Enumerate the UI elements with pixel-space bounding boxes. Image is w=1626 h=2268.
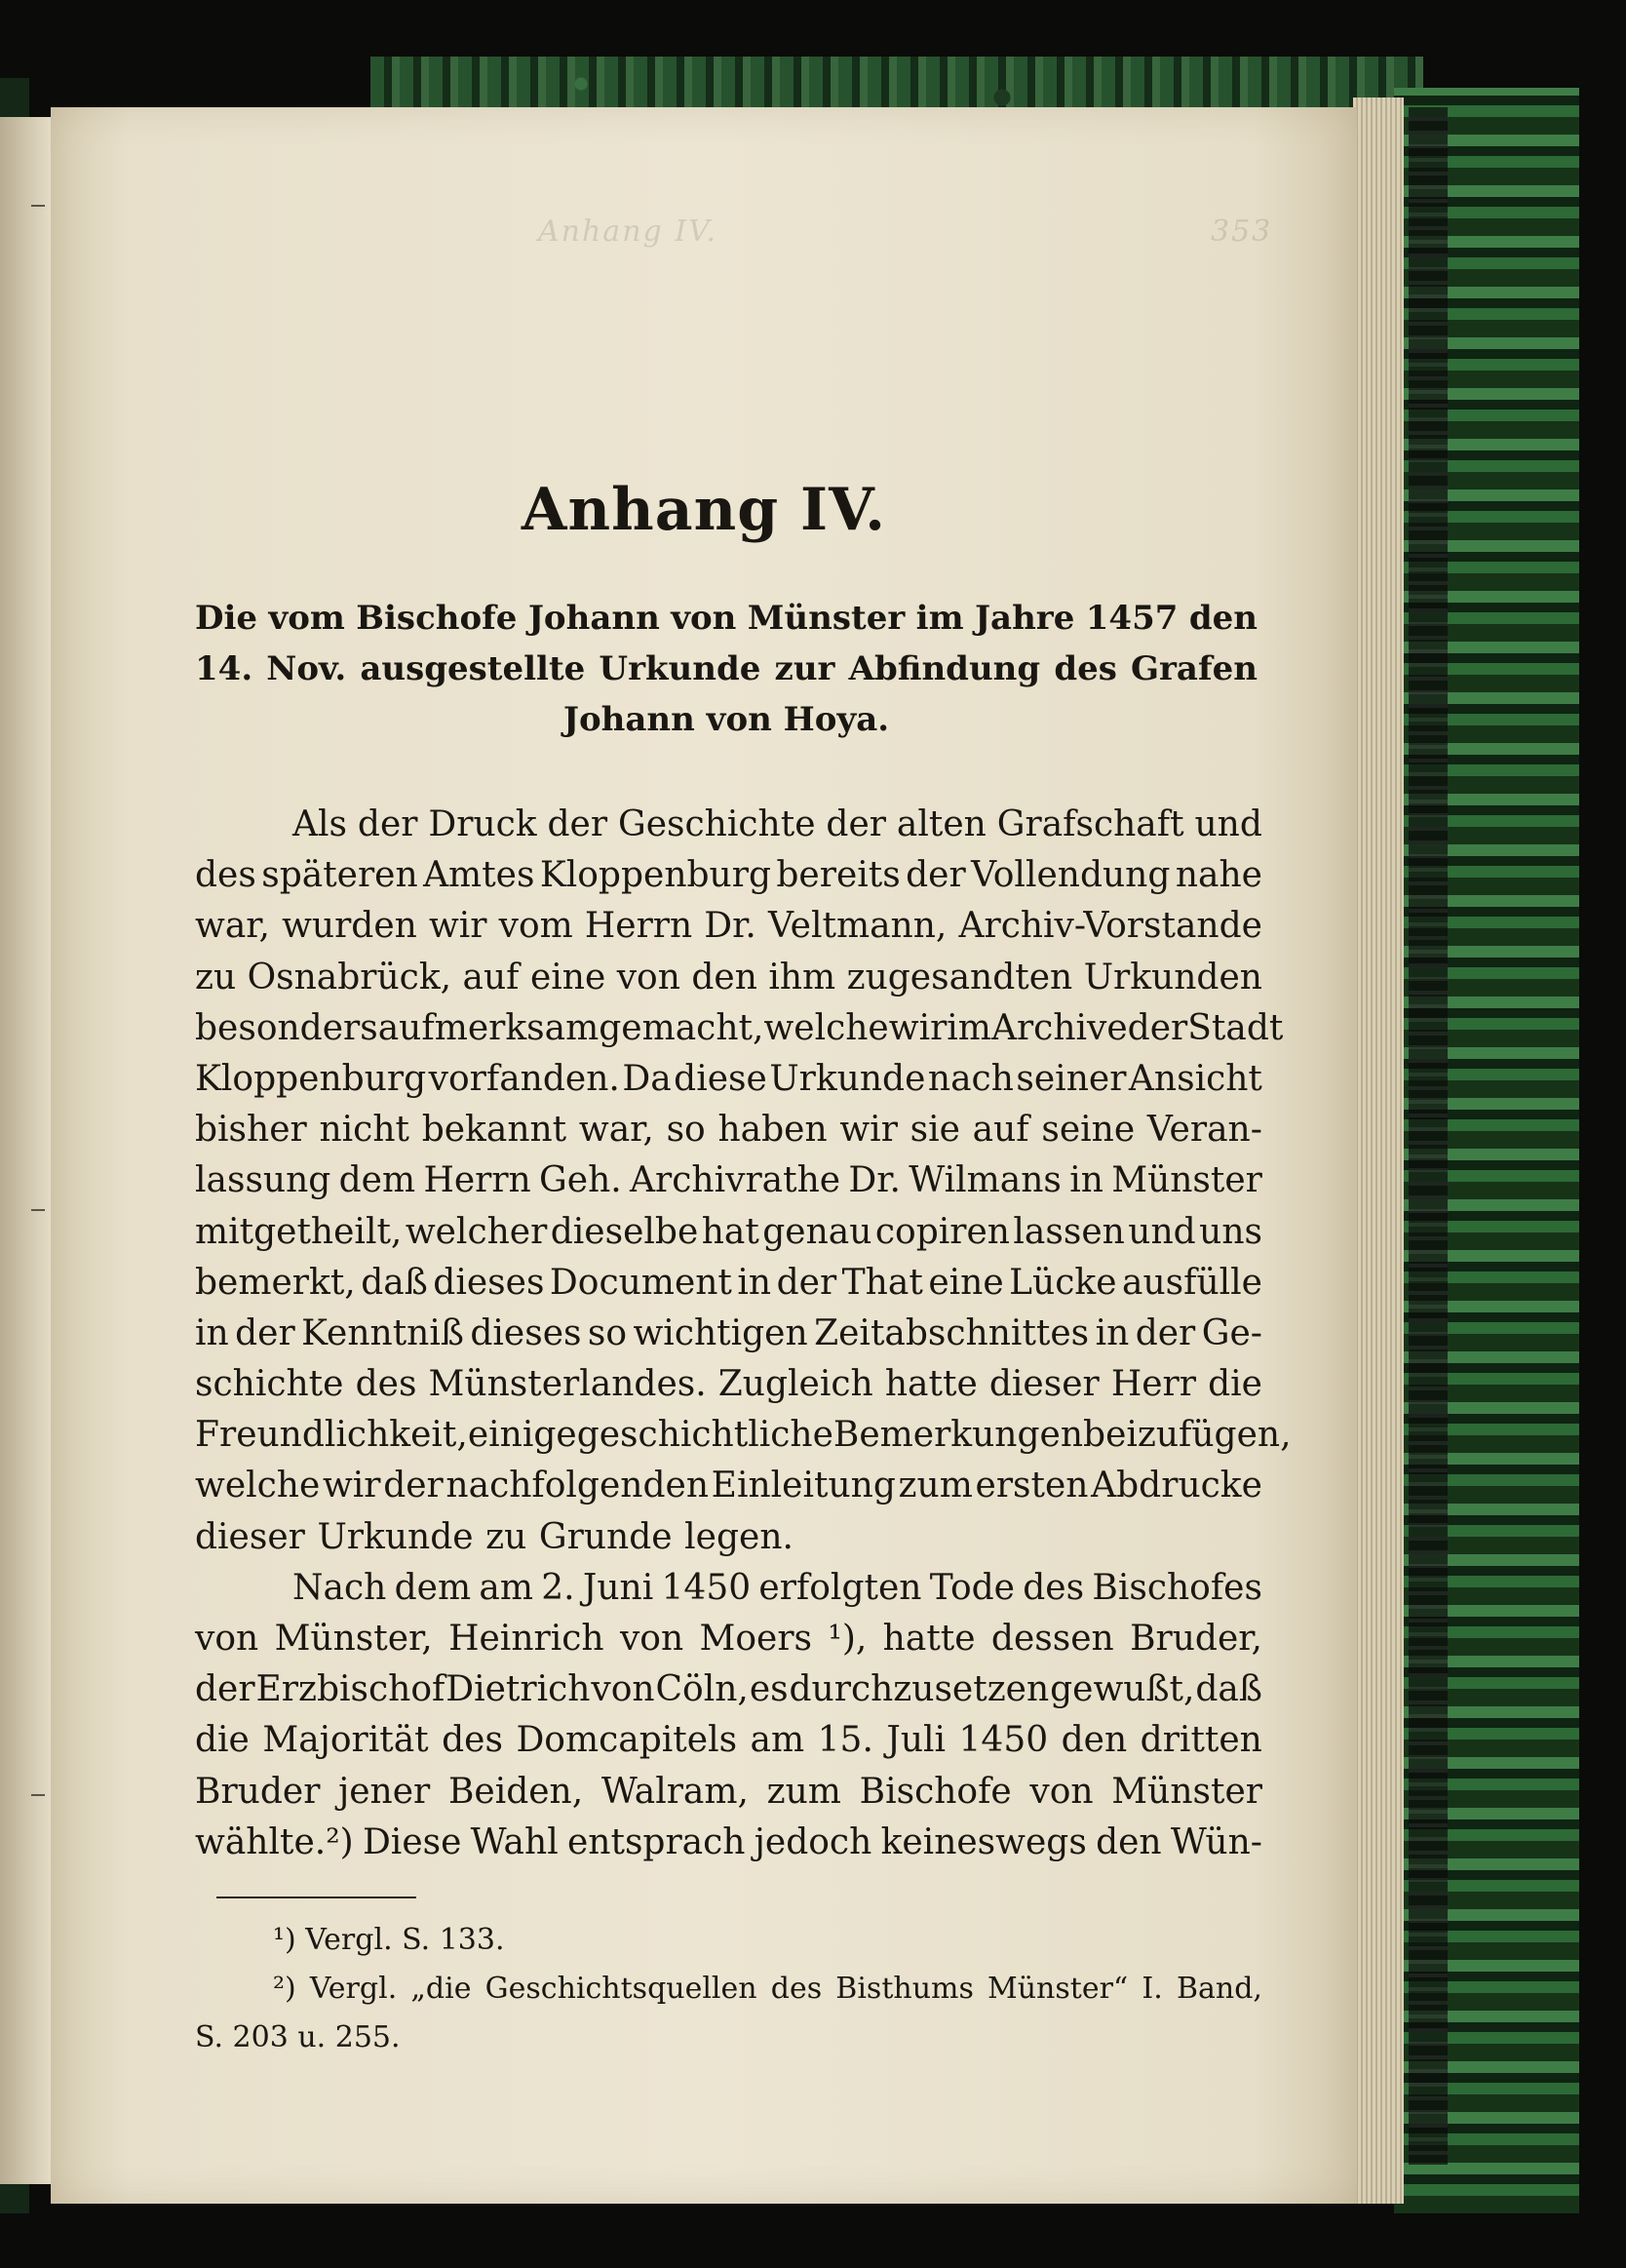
body-line: besonders aufmerksam gemacht, welche wir im Archive der Stadt [195,1007,1284,1048]
body-line: war, wurden wir vom Herrn Dr. Veltmann, Archiv-Vorstande [195,906,1262,947]
body-line: bemerkt, daß dieses Document in der That eine Lücke ausfülle [195,1262,1262,1303]
margin-mark [31,205,45,207]
subtitle-word: von [671,599,737,638]
body-line: des späteren Amtes Kloppenburg bereits der Vollendung nahe [195,855,1262,896]
cover-spine-shadow [1409,107,1448,2165]
footnote-2-continued: S. 203 u. 255. [195,2020,401,2054]
margin-mark [31,1794,45,1796]
subtitle-word: den [1188,599,1258,638]
bleed-through-header-text: Anhang IV. [538,215,718,249]
subtitle-word: im [915,599,964,638]
appendix-title: Anhang IV. [521,476,887,544]
body-line: bisher nicht bekannt war, so haben wir sie auf seine Veran- [195,1110,1262,1151]
document-subtitle [195,593,1258,745]
left-facing-page-edge [0,117,51,2184]
body-line: der Erzbischof Dietrich von Cöln, es durchzusetzen gewußt, daß [195,1669,1262,1710]
footnote-1: ¹) Vergl. S. 133. [273,1923,505,1957]
subtitle-word: Urkunde [599,649,761,688]
footnotes [195,1916,1262,2062]
subtitle-word: Nov. [266,649,347,688]
subtitle-word: Abfindung [848,649,1041,688]
margin-mark [31,1209,45,1211]
body-line: Als der Druck der Geschichte der alten Grafschaft und [292,804,1262,844]
body-line: wählte.²) Diese Wahl entsprach jedoch keineswegs den Wün- [195,1821,1262,1862]
subtitle-word: vom [268,599,345,638]
body-line: mitgetheilt, welcher dieselbe hat genau copiren lassen und uns [195,1211,1262,1252]
body-line: Bruder jener Beiden, Walram, zum Bischofe von Münster [195,1771,1262,1812]
subtitle-word: des [1054,649,1117,688]
subtitle-word: Münster [747,599,906,638]
body-line: Kloppenburg vorfanden. Da diese Urkunde nach seiner Ansicht [195,1058,1262,1099]
body-line: Freundlichkeit, einige geschichtliche Bemerkungen beizufügen, [195,1415,1292,1456]
body-line: zu Osnabrück, auf eine von den ihm zugesandten Urkunden [195,957,1262,997]
body-line: Nach dem am 2. Juni 1450 erfolgten Tode des Bischofes [292,1567,1262,1608]
footnote-2: ²) Vergl. „die Geschichtsquellen des Bisthums Münster“ I. Band, [273,1972,1262,2006]
body-line: schichte des Münsterlandes. Zugleich hatte dieser Herr die [195,1364,1262,1405]
subtitle-word: ausgestellte [360,649,586,688]
footnote-rule [216,1897,416,1898]
body-line: in der Kenntniß dieses so wichtigen Zeitabschnittes in der Ge- [195,1312,1262,1353]
subtitle-word: Die [195,599,258,638]
subtitle-word: 1457 [1085,599,1179,638]
subtitle-word: Jahre [974,599,1075,638]
body-line: welche wir der nachfolgenden Einleitung zum ersten Abdrucke [195,1466,1262,1506]
page-stack-edges [1353,98,1404,2204]
body-line: lassung dem Herrn Geh. Archivrathe Dr. Wilmans in Münster [195,1160,1262,1201]
subtitle-word: Grafen [1130,649,1258,688]
body-line: dieser Urkunde zu Grunde legen. [195,1516,794,1557]
bleed-through-page-number: 353 [1211,215,1273,249]
subtitle-line [195,644,1258,694]
body-line: die Majorität des Domcapitels am 15. Juli 1450 den dritten [195,1720,1262,1761]
subtitle-word: zur [774,649,835,688]
subtitle-word: Johann [527,599,660,638]
subtitle-word: 14. [195,649,253,688]
subtitle-word: Bischofe [356,599,518,638]
bleed-through-header [538,215,1273,249]
subtitle-line [195,593,1258,644]
subtitle-line: Johann von Hoya. [562,700,890,739]
body-line: von Münster, Heinrich von Moers ¹), hatte dessen Bruder, [195,1619,1262,1659]
body-text [195,800,1292,1868]
